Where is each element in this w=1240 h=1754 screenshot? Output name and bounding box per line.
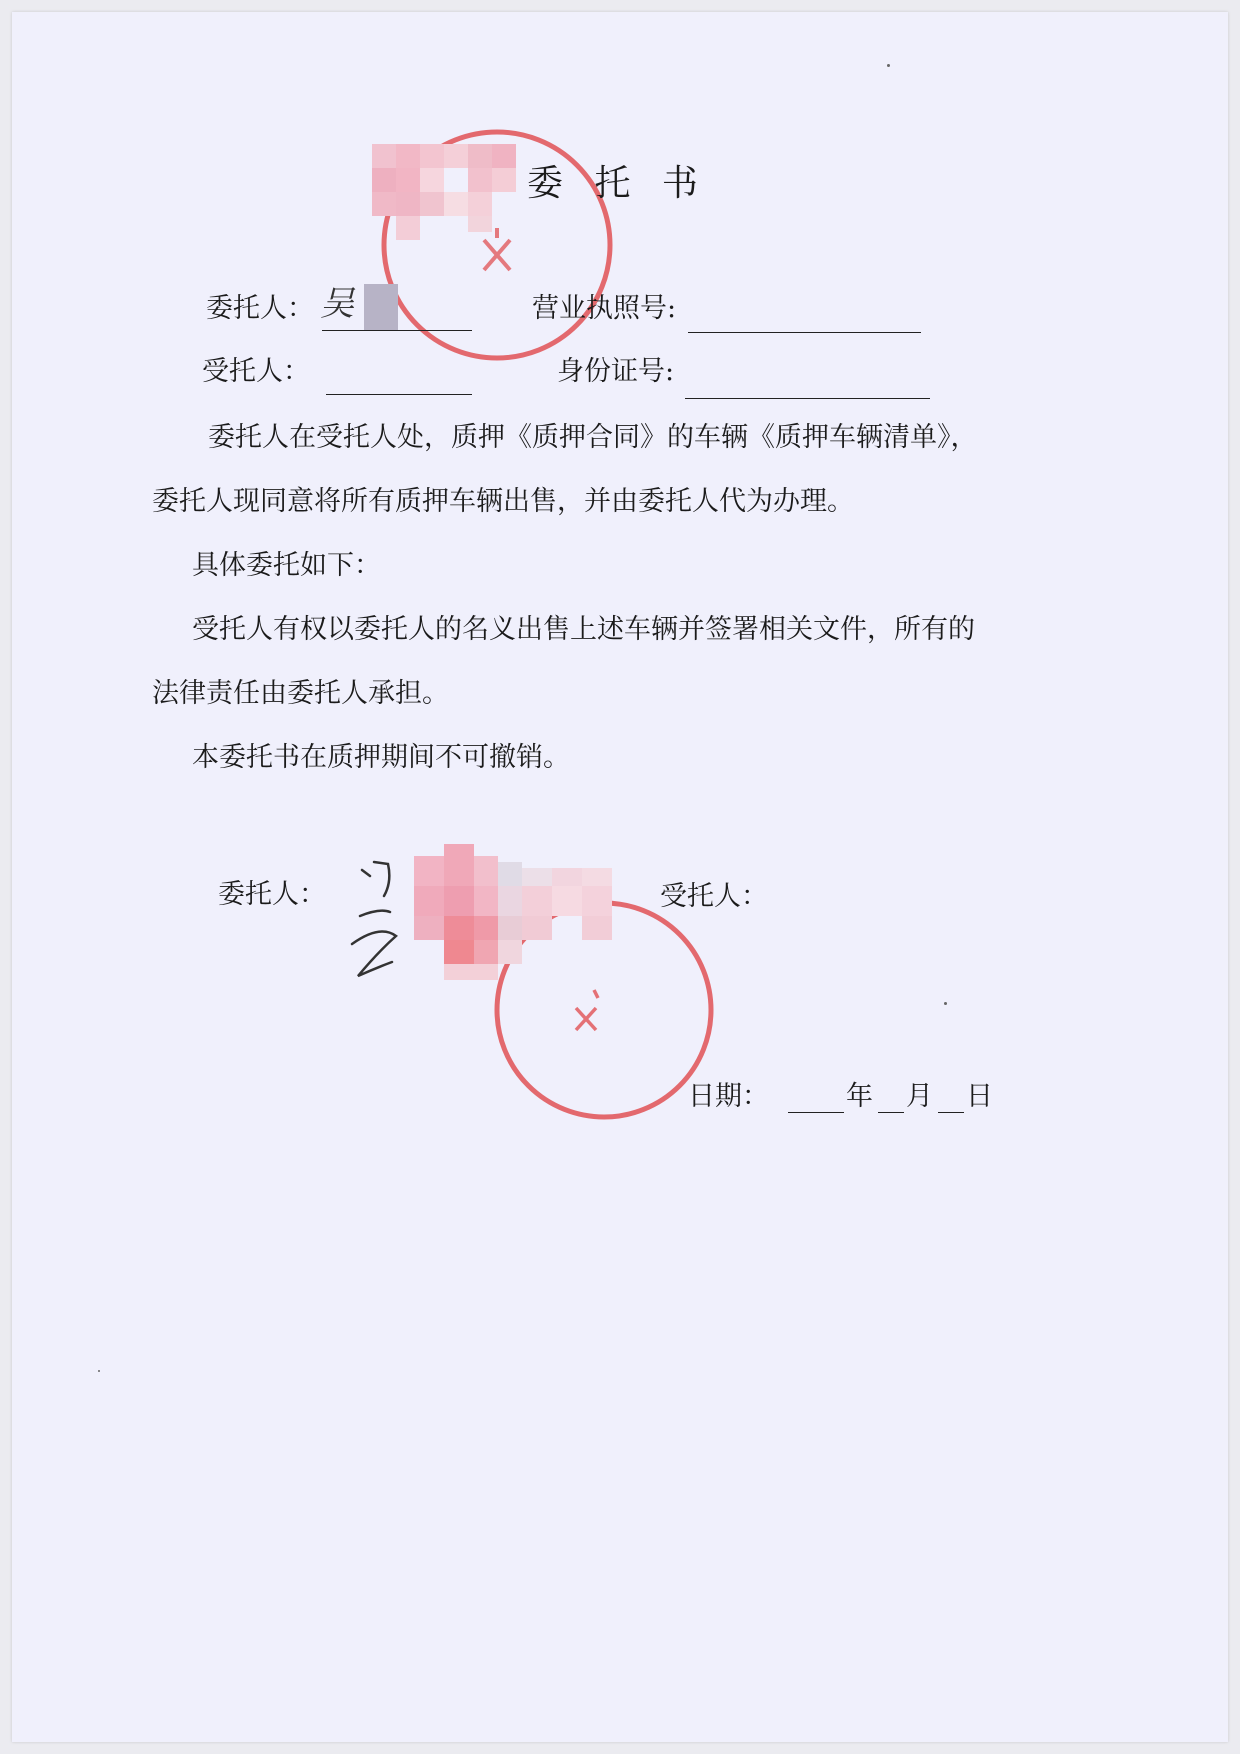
id-number-blank-line [685,398,930,399]
document-page [12,12,1228,1742]
date-month-blank [878,1112,904,1113]
date-month-label: 月 [906,1081,933,1112]
date-year-blank [788,1112,844,1113]
id-number-label: 身份证号: [557,356,675,387]
principal-name-handwritten: 吴 [320,284,354,324]
sign-principal-label: 委托人： [218,879,326,910]
paper-speck [887,64,890,67]
document-title: 委 托 书 [527,163,708,204]
paragraph-1-line-2: 委托人现同意将所有质押车辆出售，并由委托人代为办理。 [152,486,854,517]
date-label: 日期： [688,1081,769,1112]
date-year-label: 年 [846,1081,873,1112]
agent-label: 受托人： [202,356,310,387]
business-license-blank-line [688,332,921,333]
signature-redaction-mosaic [402,844,662,994]
business-license-label: 营业执照号: [532,293,677,324]
paper-speck [944,1002,947,1005]
date-day-label: 日 [966,1081,993,1112]
sign-agent-label: 受托人： [660,881,768,912]
date-day-blank [938,1112,964,1113]
paragraph-1-line-1: 委托人在受托人处，质押《质押合同》的车辆《质押车辆清单》， [208,422,978,453]
paragraph-3: 本委托书在质押期间不可撤销。 [192,742,570,773]
agent-blank-line [326,394,472,395]
paragraph-2-line-2: 法律责任由委托人承担。 [152,678,449,709]
paper-speck [98,1370,100,1372]
principal-blank-line [322,330,472,331]
specific-heading: 具体委托如下： [192,550,381,581]
redaction-mosaic-top [372,144,552,254]
principal-label: 委托人： [206,293,314,324]
paragraph-2-line-1: 受托人有权以委托人的名义出售上述车辆并签署相关文件，所有的 [192,614,975,645]
principal-name-mosaic [364,284,398,330]
